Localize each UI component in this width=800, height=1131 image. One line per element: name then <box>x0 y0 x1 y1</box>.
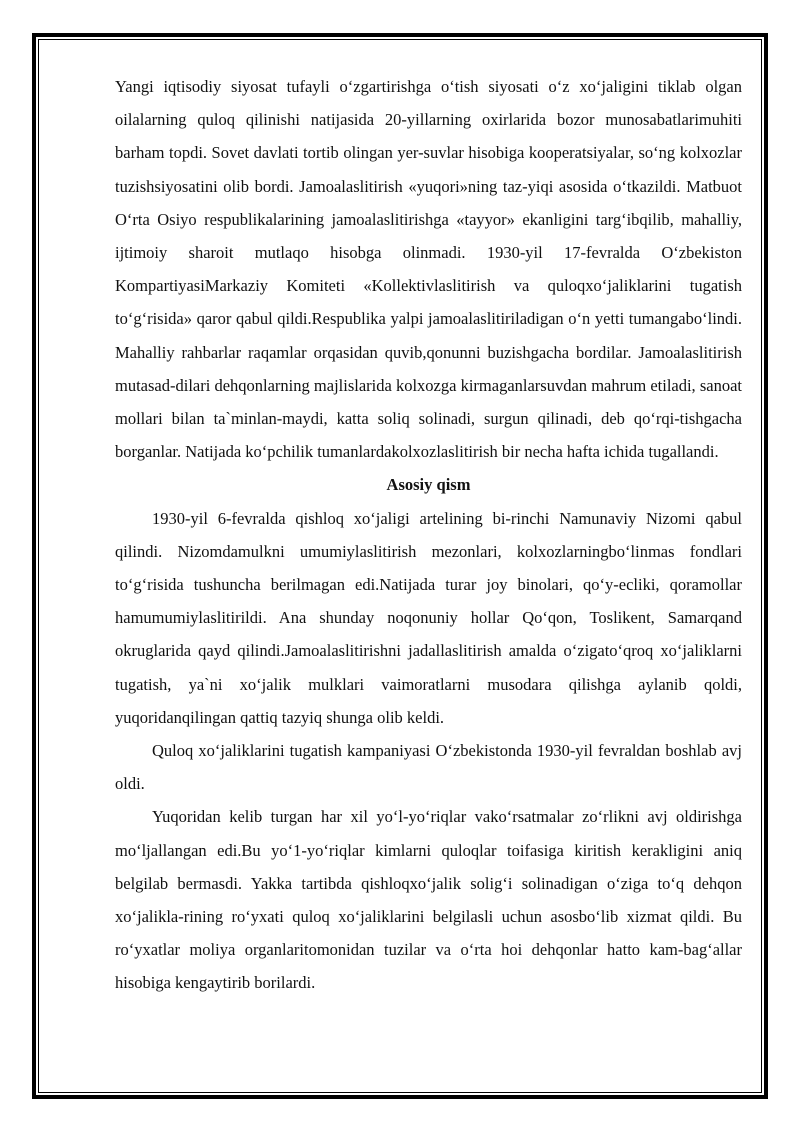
intro-paragraph: Yangi iqtisodiy siyosat tufayli o‘zgartirishga o‘tish siyosati o‘z xo‘jaligini tiklab olgan oilalarning quloq qilinishi natijasida 20-yillarning oxirlarida bozor munosabatlarimuhiti barham topdi. Sovet davlati tortib olingan yer-suvlar hisobiga kooperatsiyalar, so‘ng kolxozlar tuzishsiyosatini olib bordi. Jamoalaslitirish «yuqori»ning taz-yiqi asosida o‘tkazildi. Matbuot O‘rta Osiyo respublikalarining jamoalaslitirishga «tayyor» ekanligini targ‘ibqilib, mahalliy, ijtimoiy sharoit mutlaqo hisobga olinmadi. 1930-yil 17-fevralda O‘zbekiston KompartiyasiMarkaziy Komiteti «Kollektivlaslitirish va quloqxo‘jaliklarini tugatish to‘g‘risida» qaror qabul qildi.Respublika yalpi jamoalaslitiriladigan o‘n yetti tumangabo‘lindi. Mahalliy rahbarlar raqamlar orqasidan quvib,qonunni buzishgacha bordilar. Jamoalaslitirish mutasad-dilari dehqonlarning majlislarida kolxozga kirmaganlarsuvdan mahrum etiladi, sanoat mollari bilan ta`minlan-maydi, katta soliq solinadi, surgun qilinadi, deb qo‘rqi-tishgacha borganlar. Natijada ko‘pchilik tumanlardakolxozlaslitirish bir necha hafta ichida tugallandi. <box>115 77 742 462</box>
section-heading: Asosiy qism <box>386 475 471 495</box>
document-body <box>115 70 742 1000</box>
paragraph-3: Yuqoridan kelib turgan har xil yo‘l-yo‘riqlar vako‘rsatmalar zo‘rlikni avj oldirishga mo‘ljallangan edi.Bu yo‘1-yo‘riqlar kimlarni quloqlar toifasiga kiritish kerakligini aniq belgilab bermasdi. Yakka tartibda qishloqxo‘jalik solig‘i solinadigan o‘ziga to‘q dehqon xo‘jalikla-rining ro‘yxati quloq xo‘jaliklarini belgilasli uchun asosbo‘lib xizmat qildi. Bu ro‘yxatlar moliya organlaritomonidan tuzilar va o‘rta hoi dehqonlar hatto kam-bag‘allar hisobiga kengaytirib borilardi. <box>115 807 742 993</box>
paragraph-1: 1930-yil 6-fevralda qishloq xo‘jaligi artelining bi-rinchi Namunaviy Nizomi qabul qilindi. Nizomdamulkni umumiylaslitirish mezonlari, kolxozlarningbo‘linmas fondlari to‘g‘risida tushuncha berilmagan edi.Natijada turar joy binolari, qo‘y-ecliki, qoramollar hamumumiylaslitirildi. Ana shunday noqonuniy hollar Qo‘qon, Toslikent, Samarqand okruglarida qayd qilindi.Jamoalaslitirishni jadallaslitirish amalda o‘zigato‘qroq xo‘jaliklarni tugatish, ya`ni xo‘jalik mulklari vaimoratlarni musodara qilishga aylanib qoldi, yuqoridanqilingan qattiq tazyiq shunga olib keldi. <box>115 508 742 727</box>
paragraph-2: Quloq xo‘jaliklarini tugatish kampaniyasi O‘zbekistonda 1930-yil fevraldan boshlab avj oldi. <box>115 741 742 794</box>
